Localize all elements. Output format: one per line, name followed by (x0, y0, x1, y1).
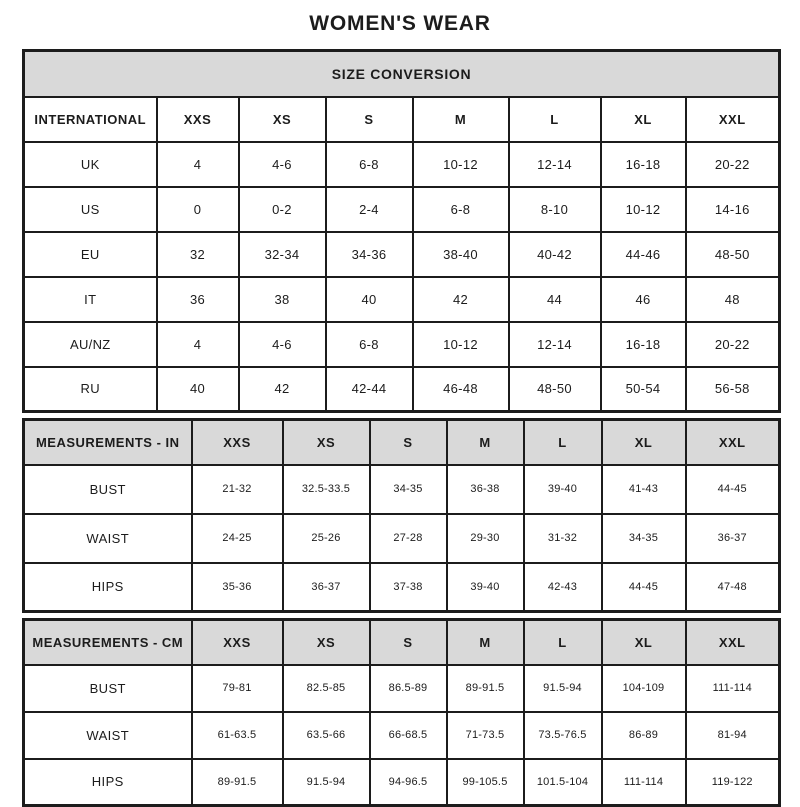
column-header-xxl: XXL (686, 620, 780, 665)
table-cell: 14-16 (686, 187, 780, 232)
column-header-l: L (524, 620, 602, 665)
table-cell: 38-40 (413, 232, 509, 277)
row-label: EU (24, 232, 157, 277)
table-cell: 101.5-104 (524, 759, 602, 806)
table-cell: 32.5-33.5 (283, 465, 370, 514)
table-cell: 56-58 (686, 367, 780, 412)
table-cell: 39-40 (524, 465, 602, 514)
table-cell: 42 (239, 367, 326, 412)
row-label: AU/NZ (24, 322, 157, 367)
column-header-xxs: XXS (192, 620, 283, 665)
table-cell: 27-28 (370, 514, 447, 563)
table-cell: 89-91.5 (192, 759, 283, 806)
table-cell: 35-36 (192, 563, 283, 612)
table-cell: 61-63.5 (192, 712, 283, 759)
column-header-xxs: XXS (192, 420, 283, 465)
table-cell: 32-34 (239, 232, 326, 277)
table-header-row (24, 420, 780, 465)
column-header-l: L (509, 97, 601, 142)
table-cell: 91.5-94 (524, 665, 602, 712)
table-cell: 86-89 (602, 712, 686, 759)
table-cell: 44-45 (686, 465, 780, 514)
table-cell: 12-14 (509, 142, 601, 187)
column-header-m: M (413, 97, 509, 142)
row-label: WAIST (24, 712, 192, 759)
table-row-hips (24, 759, 780, 806)
table-cell: 104-109 (602, 665, 686, 712)
table-cell: 46 (601, 277, 686, 322)
table-cell: 6-8 (413, 187, 509, 232)
table-row-eu (24, 232, 780, 277)
table-cell: 86.5-89 (370, 665, 447, 712)
table-row-aunz (24, 322, 780, 367)
table-cell: 12-14 (509, 322, 601, 367)
table-cell: 0-2 (239, 187, 326, 232)
table-cell: 2-4 (326, 187, 413, 232)
table-row-waist (24, 514, 780, 563)
table-cell: 81-94 (686, 712, 780, 759)
table-cell: 71-73.5 (447, 712, 524, 759)
table-cell: 34-36 (326, 232, 413, 277)
table-cell: 47-48 (686, 563, 780, 612)
table-cell: 4-6 (239, 142, 326, 187)
table-cell: 34-35 (602, 514, 686, 563)
column-header-xxs: XXS (157, 97, 239, 142)
table-cell: 39-40 (447, 563, 524, 612)
column-header-s: S (370, 420, 447, 465)
table-title: SIZE CONVERSION (24, 51, 780, 97)
row-label: BUST (24, 465, 192, 514)
table-cell: 10-12 (413, 322, 509, 367)
table-cell: 63.5-66 (283, 712, 370, 759)
table-title: MEASUREMENTS - CM (24, 620, 192, 665)
column-header-xxl: XXL (686, 420, 780, 465)
table-cell: 41-43 (602, 465, 686, 514)
table-row-bust (24, 665, 780, 712)
table-cell: 24-25 (192, 514, 283, 563)
table-cell: 36-37 (686, 514, 780, 563)
table-cell: 42 (413, 277, 509, 322)
table-cell: 119-122 (686, 759, 780, 806)
table-cell: 16-18 (601, 322, 686, 367)
table-cell: 66-68.5 (370, 712, 447, 759)
column-header-m: M (447, 420, 524, 465)
table-cell: 29-30 (447, 514, 524, 563)
table-cell: 48-50 (509, 367, 601, 412)
column-header-xxl: XXL (686, 97, 780, 142)
table-cell: 111-114 (602, 759, 686, 806)
column-header-xl: XL (601, 97, 686, 142)
column-header-l: L (524, 420, 602, 465)
table-cell: 44-45 (602, 563, 686, 612)
table-cell: 6-8 (326, 322, 413, 367)
measurements-cm-table (22, 618, 781, 807)
table-cell: 36-38 (447, 465, 524, 514)
table-row-it (24, 277, 780, 322)
table-title-row (24, 51, 780, 97)
table-cell: 44 (509, 277, 601, 322)
table-cell: 0 (157, 187, 239, 232)
table-cell: 4 (157, 322, 239, 367)
column-header-m: M (447, 620, 524, 665)
table-cell: 44-46 (601, 232, 686, 277)
column-header-xs: XS (239, 97, 326, 142)
table-cell: 32 (157, 232, 239, 277)
table-cell: 38 (239, 277, 326, 322)
size-conversion-table (22, 49, 781, 413)
table-header-row (24, 620, 780, 665)
table-cell: 37-38 (370, 563, 447, 612)
row-label: WAIST (24, 514, 192, 563)
table-cell: 50-54 (601, 367, 686, 412)
table-row-us (24, 187, 780, 232)
table-cell: 42-44 (326, 367, 413, 412)
table-cell: 94-96.5 (370, 759, 447, 806)
table-cell: 89-91.5 (447, 665, 524, 712)
measurements-in-table (22, 418, 781, 613)
column-header-xs: XS (283, 420, 370, 465)
page-title: WOMEN'S WEAR (309, 12, 491, 35)
table-cell: 34-35 (370, 465, 447, 514)
column-header-xl: XL (602, 420, 686, 465)
column-header-s: S (370, 620, 447, 665)
table-row-bust (24, 465, 780, 514)
table-cell: 21-32 (192, 465, 283, 514)
table-cell: 82.5-85 (283, 665, 370, 712)
column-header-xs: XS (283, 620, 370, 665)
table-cell: 73.5-76.5 (524, 712, 602, 759)
table-cell: 36 (157, 277, 239, 322)
table-cell: 10-12 (601, 187, 686, 232)
table-cell: 48-50 (686, 232, 780, 277)
table-cell: 111-114 (686, 665, 780, 712)
table-cell: 40 (326, 277, 413, 322)
row-label: BUST (24, 665, 192, 712)
table-cell: 25-26 (283, 514, 370, 563)
column-header-international: INTERNATIONAL (24, 97, 157, 142)
row-label: UK (24, 142, 157, 187)
table-cell: 40 (157, 367, 239, 412)
table-cell: 10-12 (413, 142, 509, 187)
table-cell: 16-18 (601, 142, 686, 187)
table-header-row (24, 97, 780, 142)
table-row-hips (24, 563, 780, 612)
table-cell: 20-22 (686, 322, 780, 367)
row-label: RU (24, 367, 157, 412)
table-cell: 4-6 (239, 322, 326, 367)
table-cell: 6-8 (326, 142, 413, 187)
table-cell: 31-32 (524, 514, 602, 563)
table-cell: 99-105.5 (447, 759, 524, 806)
row-label: HIPS (24, 563, 192, 612)
row-label: IT (24, 277, 157, 322)
table-cell: 42-43 (524, 563, 602, 612)
row-label: US (24, 187, 157, 232)
column-header-s: S (326, 97, 413, 142)
row-label: HIPS (24, 759, 192, 806)
column-header-xl: XL (602, 620, 686, 665)
table-cell: 48 (686, 277, 780, 322)
table-cell: 46-48 (413, 367, 509, 412)
table-cell: 36-37 (283, 563, 370, 612)
table-cell: 20-22 (686, 142, 780, 187)
table-cell: 40-42 (509, 232, 601, 277)
table-cell: 4 (157, 142, 239, 187)
table-cell: 8-10 (509, 187, 601, 232)
table-title: MEASUREMENTS - IN (24, 420, 192, 465)
table-row-waist (24, 712, 780, 759)
table-cell: 91.5-94 (283, 759, 370, 806)
table-row-uk (24, 142, 780, 187)
table-row-ru (24, 367, 780, 412)
table-cell: 79-81 (192, 665, 283, 712)
